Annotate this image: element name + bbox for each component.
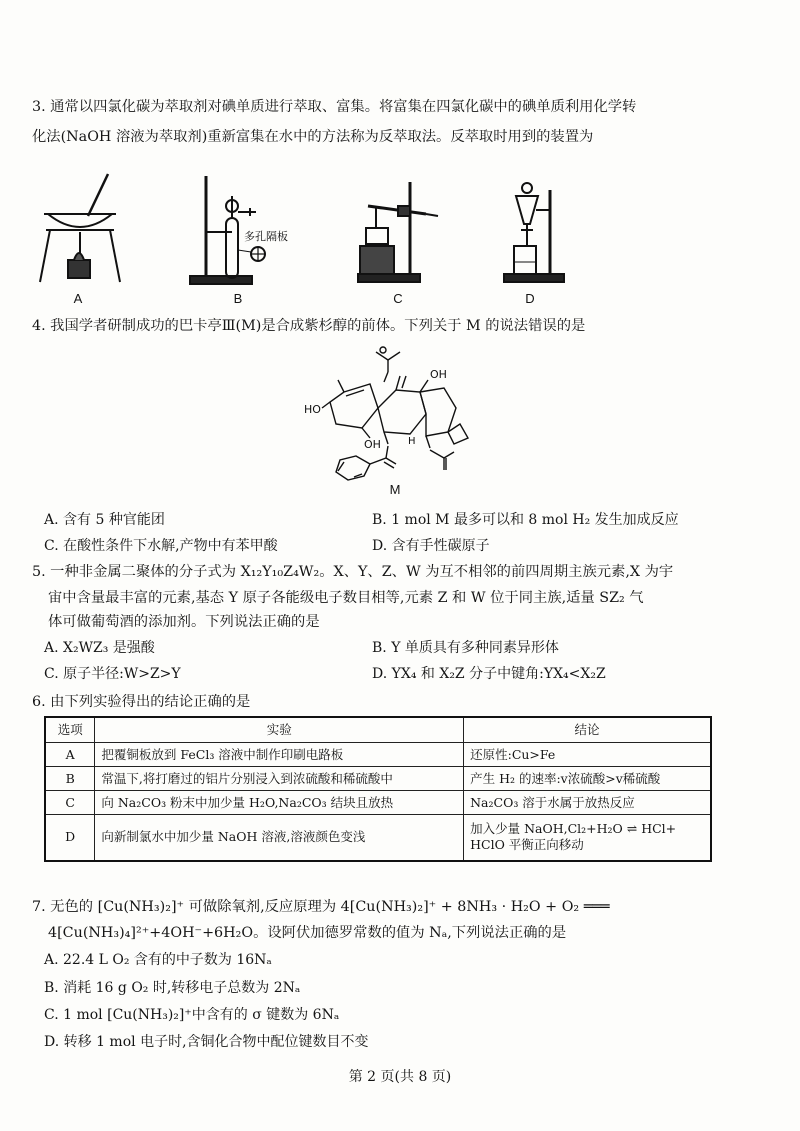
oh-bottom-label: OH xyxy=(364,438,381,451)
apparatus-d-separatory-funnel xyxy=(504,183,564,282)
q4-option-a: A. 含有 5 种官能团 xyxy=(44,512,165,528)
row-d-option: D xyxy=(45,815,95,861)
q7-option-d: D. 转移 1 mol 电子时,含铜化合物中配位键数目不变 xyxy=(44,1034,369,1050)
row-b-option: B xyxy=(45,767,95,791)
q5-option-c: C. 原子半径:W>Z>Y xyxy=(44,666,181,682)
row-a-experiment: 把覆铜板放到 FeCl₃ 溶液中制作印刷电路板 xyxy=(95,743,464,767)
q5-option-b: B. Y 单质具有多种同素异形体 xyxy=(372,640,559,656)
h-label: H xyxy=(408,436,416,447)
q3-apparatus-figure xyxy=(30,170,590,300)
q4-option-b: B. 1 mol M 最多可以和 8 mol H₂ 发生加成反应 xyxy=(372,512,679,528)
molecule-label: M xyxy=(389,482,401,497)
row-d-experiment: 向新制氯水中加少量 NaOH 溶液,溶液颜色变浅 xyxy=(95,815,464,861)
row-a-option: A xyxy=(45,743,95,767)
q7-stem-line1: 7. 无色的 [Cu(NH₃)₂]⁺ 可做除氧剂,反应原理为 4[Cu(NH₃)₂]⁺ + 8NH₃ · H₂O + O₂ ═══ xyxy=(32,899,610,915)
porous-plate-label: 多孔隔板 xyxy=(244,230,288,243)
q7-option-a: A. 22.4 L O₂ 含有的中子数为 16Nₐ xyxy=(44,952,272,968)
q4-option-d: D. 含有手性碳原子 xyxy=(372,538,490,554)
q6-experiment-table xyxy=(44,716,712,862)
q5-option-d: D. YX₄ 和 X₂Z 分子中键角:YX₄<X₂Z xyxy=(372,666,606,682)
q7-option-c: C. 1 mol [Cu(NH₃)₂]⁺中含有的 σ 键数为 6Nₐ xyxy=(44,1007,340,1023)
row-b-experiment: 常温下,将打磨过的铝片分别浸入到浓硫酸和稀硫酸中 xyxy=(95,767,464,791)
apparatus-label-c: C xyxy=(393,291,403,306)
row-d-conclusion-line1: 加入少量 NaOH,Cl₂+H₂O ⇌ HCl+ xyxy=(470,821,677,837)
table-row xyxy=(45,815,711,861)
header-conclusion: 结论 xyxy=(464,717,711,743)
row-b-conclusion: 产生 H₂ 的速率:v浓硫酸>v稀硫酸 xyxy=(464,767,711,791)
oh-top-label: OH xyxy=(430,368,447,381)
row-a-conclusion: 还原性:Cu>Fe xyxy=(464,743,711,767)
q5-stem-line2: 宙中含量最丰富的元素,基态 Y 原子各能级电子数目相等,元素 Z 和 W 位于同主族,适量 SZ₂ 气 xyxy=(48,590,644,606)
q3-stem-line2: 化法(NaOH 溶液为萃取剂)重新富集在水中的方法称为反萃取法。反萃取时用到的装置为 xyxy=(32,129,594,145)
table-row xyxy=(45,743,711,767)
q4-stem: 4. 我国学者研制成功的巴卡亭Ⅲ(M)是合成紫杉醇的前体。下列关于 M 的说法错误的是 xyxy=(32,318,586,334)
q7-option-b: B. 消耗 16 g O₂ 时,转移电子总数为 2Nₐ xyxy=(44,980,301,996)
molecule-m-structure xyxy=(300,340,490,486)
row-d-conclusion-line2: HClO 平衡正向移动 xyxy=(470,837,584,853)
row-c-conclusion: Na₂CO₃ 溶于水属于放热反应 xyxy=(464,791,711,815)
table-row xyxy=(45,767,711,791)
q3-stem-line1: 3. 通常以四氯化碳为萃取剂对碘单质进行萃取、富集。将富集在四氯化碳中的碘单质利用化学转 xyxy=(32,99,637,115)
row-c-option: C xyxy=(45,791,95,815)
apparatus-label-d: D xyxy=(525,291,535,306)
q7-stem-line2: 4[Cu(NH₃)₄]²⁺+4OH⁻+6H₂O。设阿伏加德罗常数的值为 Nₐ,下列说法正确的是 xyxy=(48,925,567,941)
apparatus-label-b: B xyxy=(233,291,243,306)
apparatus-label-a: A xyxy=(73,291,83,306)
page-footer: 第 2 页(共 8 页) xyxy=(348,1069,452,1085)
table-header-row xyxy=(45,717,711,743)
q5-option-a: A. X₂WZ₃ 是强酸 xyxy=(44,640,155,656)
q5-stem-line1: 5. 一种非金属二聚体的分子式为 X₁₂Y₁₀Z₄W₂。X、Y、Z、W 为互不相邻的前四周期主族元素,X 为宇 xyxy=(32,564,674,580)
q4-option-c: C. 在酸性条件下水解,产物中有苯甲酸 xyxy=(44,538,278,554)
apparatus-a-evaporation xyxy=(40,174,120,282)
q5-stem-line3: 体可做葡萄酒的添加剂。下列说法正确的是 xyxy=(48,614,320,630)
q6-stem: 6. 由下列实验得出的结论正确的是 xyxy=(32,694,251,710)
ho-left-label: HO xyxy=(304,403,321,416)
table-row xyxy=(45,791,711,815)
header-experiment: 实验 xyxy=(95,717,464,743)
row-d-conclusion xyxy=(464,815,711,861)
apparatus-c-distillation xyxy=(358,182,438,282)
row-c-experiment: 向 Na₂CO₃ 粉末中加少量 H₂O,Na₂CO₃ 结块且放热 xyxy=(95,791,464,815)
header-option: 选项 xyxy=(45,717,95,743)
